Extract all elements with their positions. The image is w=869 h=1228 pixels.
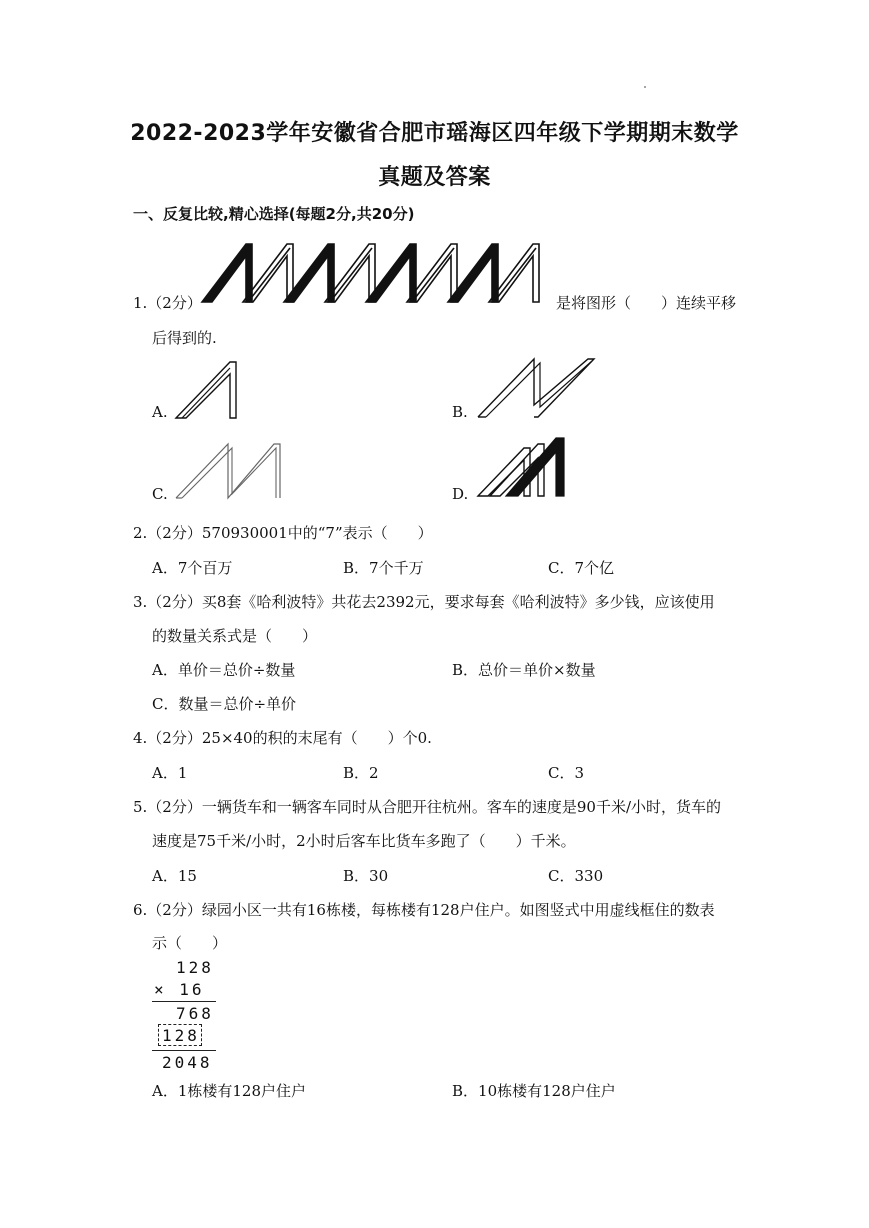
q1-option-b-label[interactable]: B. [452, 403, 468, 421]
q1-option-a-figure [174, 358, 240, 420]
q3-option-c[interactable]: C．数量＝总价÷单价 [152, 695, 297, 713]
q1-option-a-label[interactable]: A. [152, 403, 168, 421]
q1-option-d-label[interactable]: D. [452, 485, 469, 503]
q3-line2: 的数量关系式是（ ） [152, 627, 318, 645]
q6-line1: 6.（2分）绿园小区一共有16栋楼，每栋楼有128户住户。如图竖式中用虚线框住的数表 [133, 901, 715, 919]
q3-option-b[interactable]: B．总价＝单价×数量 [452, 661, 596, 679]
q6-option-b[interactable]: B．10栋楼有128户住户 [452, 1082, 616, 1100]
calc-multiplier: × 16 [154, 980, 205, 999]
calc-multiplicand: 128 [176, 958, 214, 977]
q1-suffix: 是将图形（ ）连续平移 [556, 294, 737, 312]
calc-product: 2048 [162, 1053, 213, 1072]
q1-option-c-label[interactable]: C. [152, 485, 168, 503]
q1-option-d-figure [476, 434, 566, 500]
q5-option-c[interactable]: C．330 [548, 867, 604, 885]
zigzag-inner-line [412, 248, 454, 302]
page-title-line2: 真题及答案 [378, 165, 491, 190]
q4-text: 4.（2分）25×40的积的末尾有（ ）个0. [133, 729, 432, 747]
q1-line2: 后得到的. [152, 329, 217, 347]
q5-line2: 速度是75千米/小时，2小时后客车比货车多跑了（ ）千米。 [152, 832, 576, 850]
page-title: 2022-2023学年安徽省合肥市瑶海区四年级下学期期末数学 [130, 121, 739, 146]
zigzag-inner-line [248, 248, 290, 302]
zigzag-inner-line [289, 248, 331, 302]
q5-option-b[interactable]: B．30 [343, 867, 389, 885]
q5-line1: 5.（2分）一辆货车和一辆客车同时从合肥开往杭州。客车的速度是90千米/小时，货车的 [133, 798, 721, 816]
q2-text: 2.（2分）570930001中的“7”表示（ ） [133, 524, 433, 542]
q5-option-a[interactable]: A．15 [152, 867, 197, 885]
q2-option-c[interactable]: C．7个亿 [548, 559, 615, 577]
calc-partial-1: 768 [176, 1004, 214, 1023]
zigzag-inner-line [494, 248, 536, 302]
q1-prefix: 1.（2分） [133, 294, 202, 312]
zigzag-inner-line [330, 248, 372, 302]
q3-option-a[interactable]: A．单价＝总价÷数量 [152, 661, 296, 679]
q6-line2: 示（ ） [152, 934, 228, 952]
calc-partial-2: 128 [162, 1026, 200, 1045]
q4-option-a[interactable]: A．1 [152, 764, 188, 782]
q1-pattern-figure [198, 240, 554, 306]
q4-option-c[interactable]: C．3 [548, 764, 585, 782]
zigzag-inner-line [371, 248, 413, 302]
calc-rule-2 [152, 1050, 216, 1051]
section-heading: 一、反复比较,精心选择(每题2分,共20分) [133, 205, 415, 223]
q2-option-b[interactable]: B．7个千万 [343, 559, 424, 577]
q6-option-a[interactable]: A．1栋楼有128户住户 [152, 1082, 307, 1100]
q1-option-b-figure [476, 355, 596, 421]
zigzag-inner-line [207, 248, 249, 302]
calc-rule-1 [152, 1001, 216, 1002]
q3-line1: 3.（2分）买8套《哈利波特》共花去2392元，要求每套《哈利波特》多少钱，应该使用 [133, 593, 715, 611]
q4-option-b[interactable]: B．2 [343, 764, 379, 782]
q2-option-a[interactable]: A．7个百万 [152, 559, 233, 577]
q1-option-c-figure [174, 438, 284, 502]
scan-dot [644, 86, 646, 88]
zigzag-inner-line [453, 248, 495, 302]
